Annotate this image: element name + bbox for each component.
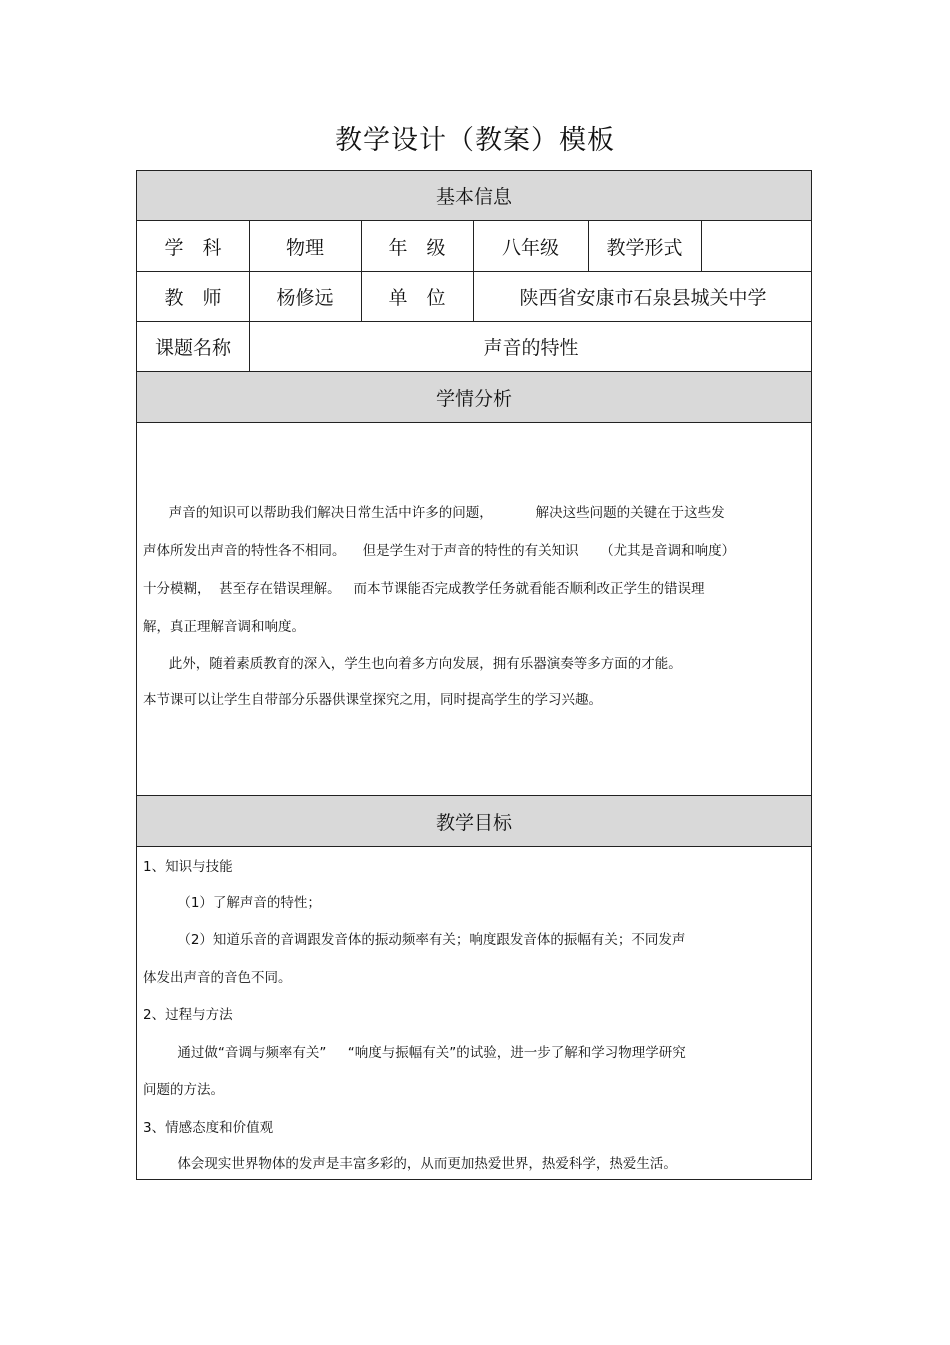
objective-line: 2、过程与方法 xyxy=(143,1007,233,1023)
unit-value: 陕西省安康市石泉县城关中学 xyxy=(519,286,767,309)
objectives-header: 教学目标 xyxy=(137,795,811,847)
document-title: 教学设计（教案）模板 xyxy=(335,125,615,156)
objective-line: 通过做“音调与频率有关” “响度与振幅有关”的试验，进一步了解和学习物理学研究 xyxy=(143,1045,686,1061)
analysis-line: 此外，随着素质教育的深入，学生也向着多方向发展，拥有乐器演奏等多方面的才能。 xyxy=(143,656,682,672)
objective-line: 体发出声音的音色不同。 xyxy=(143,970,292,986)
teacher-label: 教 师 xyxy=(164,286,222,309)
analysis-header: 学情分析 xyxy=(137,371,811,423)
objective-line: （2）知道乐音的音调跟发音体的振动频率有关；响度跟发音体的振幅有关；不同发声 xyxy=(143,932,686,948)
teaching-form-value xyxy=(701,221,813,271)
teacher-value: 杨修远 xyxy=(276,286,334,309)
lesson-plan-table xyxy=(136,170,812,1180)
grade-label: 年 级 xyxy=(388,236,446,259)
objective-line: 3、情感态度和价值观 xyxy=(143,1120,274,1136)
analysis-line: 声体所发出声音的特性各不相同。 但是学生对于声音的特性的有关知识 （尤其是音调和响度） xyxy=(143,543,736,559)
teaching-form-label: 教学形式 xyxy=(606,236,683,259)
analysis-line: 声音的知识可以帮助我们解决日常生活中许多的问题， 解决这些问题的关键在于这些发 xyxy=(143,505,725,521)
analysis-line: 本节课可以让学生自带部分乐器供课堂探究之用，同时提高学生的学习兴趣。 xyxy=(143,692,602,708)
subject-label: 学 科 xyxy=(164,236,222,259)
analysis-line: 十分模糊， 甚至存在错误理解。 而本节课能否完成教学任务就看能否顺利改正学生的错误理 xyxy=(143,581,705,597)
topic-value: 声音的特性 xyxy=(483,336,579,359)
objective-line: 问题的方法。 xyxy=(143,1082,224,1098)
unit-label: 单 位 xyxy=(388,286,446,309)
objective-line: （1）了解声音的特性； xyxy=(143,895,321,911)
analysis-line: 解，真正理解音调和响度。 xyxy=(143,619,305,635)
objective-line: 1、知识与技能 xyxy=(143,859,233,875)
basic-info-header: 基本信息 xyxy=(137,171,811,221)
objective-line: 体会现实世界物体的发声是丰富多彩的，从而更加热爱世界，热爱科学，热爱生活。 xyxy=(143,1156,677,1172)
topic-label: 课题名称 xyxy=(154,336,231,359)
grade-value: 八年级 xyxy=(501,236,559,259)
subject-value: 物理 xyxy=(285,236,324,259)
